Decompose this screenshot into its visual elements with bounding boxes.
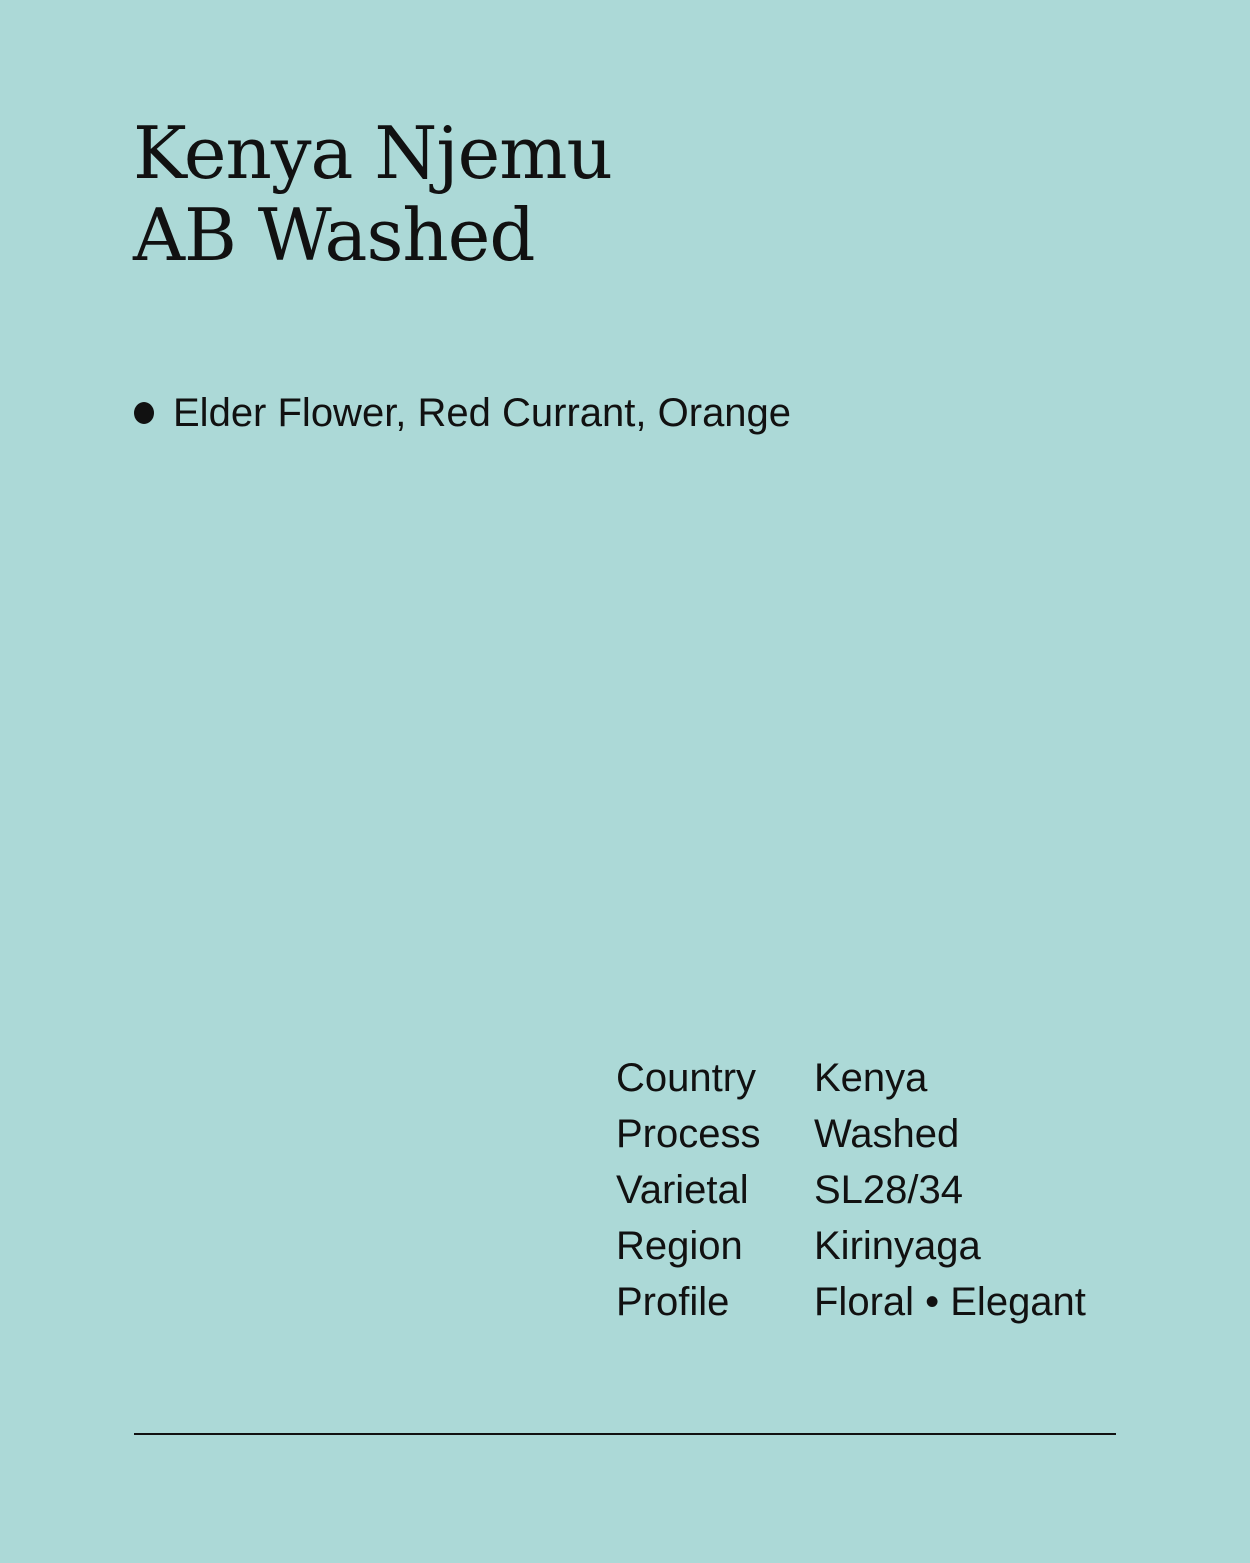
spec-table <box>616 1050 1086 1330</box>
bullet-icon <box>134 402 154 424</box>
spec-row-varietal <box>616 1162 1086 1218</box>
product-title-line-2: AB Washed <box>133 193 535 277</box>
spec-value: SL28/34 <box>814 1168 964 1212</box>
spec-label: Country <box>616 1056 757 1100</box>
spec-row-region <box>616 1218 1086 1274</box>
product-title <box>133 112 612 276</box>
spec-value: Washed <box>814 1112 960 1156</box>
spec-label: Region <box>616 1224 743 1268</box>
spec-label: Process <box>616 1112 761 1156</box>
spec-row-country <box>616 1050 1086 1106</box>
spec-row-process <box>616 1106 1086 1162</box>
spec-value: Kirinyaga <box>814 1224 981 1268</box>
spec-row-profile <box>616 1274 1086 1330</box>
footer-divider <box>134 1433 1116 1435</box>
spec-label: Varietal <box>616 1168 749 1212</box>
spec-label: Profile <box>616 1280 730 1324</box>
tasting-notes-text: Elder Flower, Red Currant, Orange <box>173 391 792 435</box>
spec-value: Floral • Elegant <box>814 1280 1086 1324</box>
product-title-line-1: Kenya Njemu <box>133 111 612 195</box>
tasting-notes <box>134 388 791 438</box>
spec-value: Kenya <box>814 1056 928 1100</box>
